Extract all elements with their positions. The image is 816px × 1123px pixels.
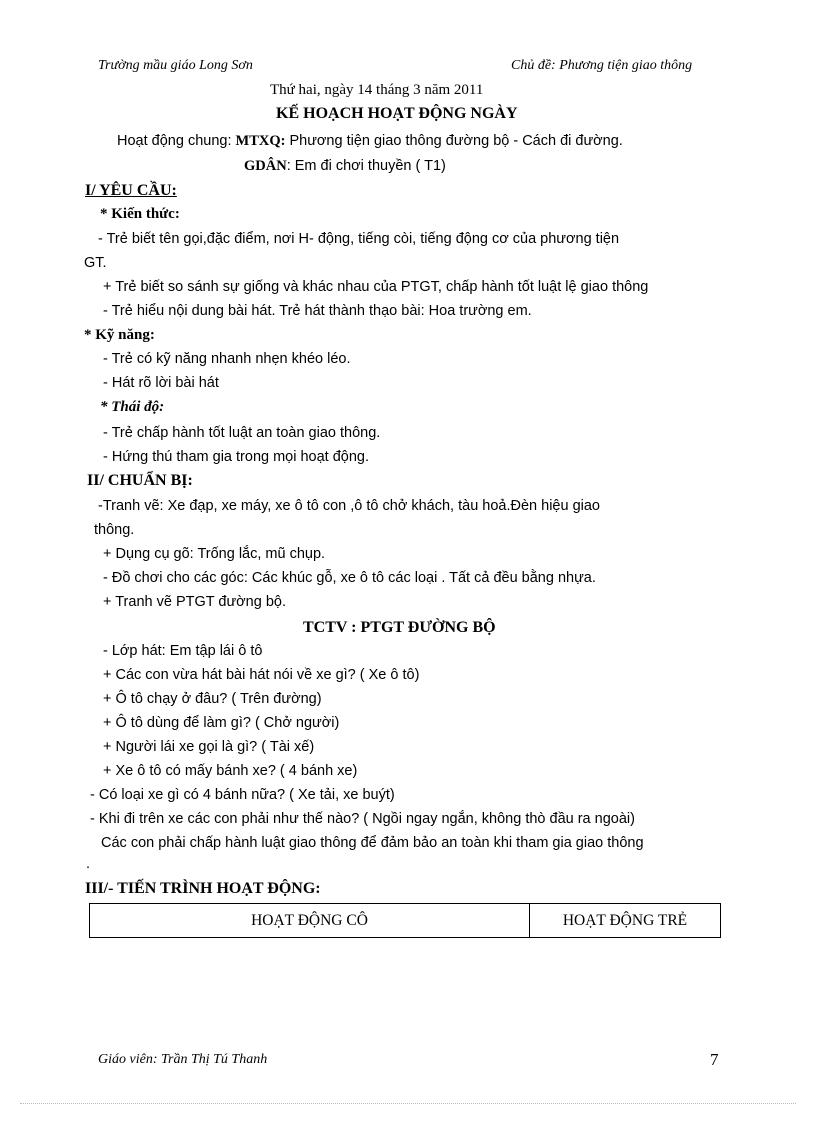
tctv-line: + Ô tô chạy ở đâu? ( Trên đường) [103,691,322,707]
skills-heading: * Kỹ năng: [84,327,155,343]
teacher-signature: Giáo viên: Trần Thị Tú Thanh [98,1052,268,1067]
activity-code-gdan: GDÂN [244,158,287,174]
tctv-line: - Khi đi trên xe các con phải như thế nào? ( Ngồi ngay ngắn, không thò đầu ra ngoài) [90,811,635,827]
skills-line: - Hát rõ lời bài hát [103,375,219,391]
activity-line-1 [117,133,623,150]
table-header-row [90,904,721,938]
activity-text-1: Phương tiện giao thông đường bộ - Cách đi đường. [285,133,623,149]
prep-line: - Đồ chơi cho các góc: Các khúc gỗ, xe ô tô các loại . Tất cả đều bằng nhựa. [103,570,596,586]
activity-text-2: : Em đi chơi thuyền ( T1) [286,158,446,174]
page-title: KẾ HOẠCH HOẠT ĐỘNG NGÀY [276,105,518,122]
attitude-line: - Hứng thú tham gia trong mọi hoạt động. [103,449,370,465]
prep-line: thông. [94,522,135,538]
knowledge-line: - Trẻ hiểu nội dung bài hát. Trẻ hát thành thạo bài: Hoa trường em. [103,303,532,319]
knowledge-heading: * Kiến thức: [100,206,180,222]
tctv-line: + Ô tô dùng để làm gì? ( Chở người) [103,715,340,731]
prep-line: + Tranh vẽ PTGT đường bộ. [103,594,286,610]
tctv-line: + Các con vừa hát bài hát nói về xe gì? ( Xe ô tô) [103,667,420,683]
prep-line: + Dụng cụ gõ: Trống lắc, mũ chụp. [103,546,326,562]
tctv-line: + Xe ô tô có mấy bánh xe? ( 4 bánh xe) [103,763,358,779]
col-teacher-activity: HOẠT ĐỘNG CÔ [90,904,530,938]
section-1-heading: I/ YÊU CẦU: [85,182,177,199]
attitude-line: - Trẻ chấp hành tốt luật an toàn giao thông. [103,425,381,441]
page-number: 7 [710,1050,719,1069]
knowledge-line: + Trẻ biết so sánh sự giống và khác nhau của PTGT, chấp hành tốt luật lệ giao thông [103,279,649,295]
prep-line: -Tranh vẽ: Xe đạp, xe máy, xe ô tô con ,ô tô chở khách, tàu hoả.Đèn hiệu giao [98,498,600,514]
activity-code-mtxq: MTXQ: [235,133,286,149]
skills-line: - Trẻ có kỹ năng nhanh nhẹn khéo léo. [103,351,351,367]
school-name: Trường mầu giáo Long Sơn [98,58,253,73]
knowledge-line: - Trẻ biết tên gọi,đặc điểm, nơi H- động, tiếng còi, tiếng động cơ của phương tiện [98,231,620,247]
activity-table [89,903,721,938]
topic-label: Chủ đề: Phương tiện giao thông [511,58,693,73]
tctv-line: - Có loại xe gì có 4 bánh nữa? ( Xe tải, xe buýt) [90,787,395,803]
tctv-line: - Lớp hát: Em tập lái ô tô [103,643,263,659]
date-line: Thứ hai, ngày 14 tháng 3 năm 2011 [270,82,484,98]
tctv-line: . [86,856,91,872]
tctv-line: + Người lái xe gọi là gì? ( Tài xế) [103,739,315,755]
section-2-heading: II/ CHUẨN BỊ: [87,472,193,489]
tctv-line: Các con phải chấp hành luật giao thông để đảm bảo an toàn khi tham gia giao thông [101,835,644,851]
activity-line-2 [244,158,446,175]
activity-label: Hoạt động chung: [117,133,236,149]
section-3-heading: III/- TIẾN TRÌNH HOẠT ĐỘNG: [85,880,321,897]
footer-divider [20,1103,796,1104]
tctv-heading: TCTV : PTGT ĐƯỜNG BỘ [303,619,496,636]
attitude-heading: * Thái độ: [100,399,165,415]
col-children-activity: HOẠT ĐỘNG TRẺ [530,904,721,938]
knowledge-line: GT. [84,255,107,271]
